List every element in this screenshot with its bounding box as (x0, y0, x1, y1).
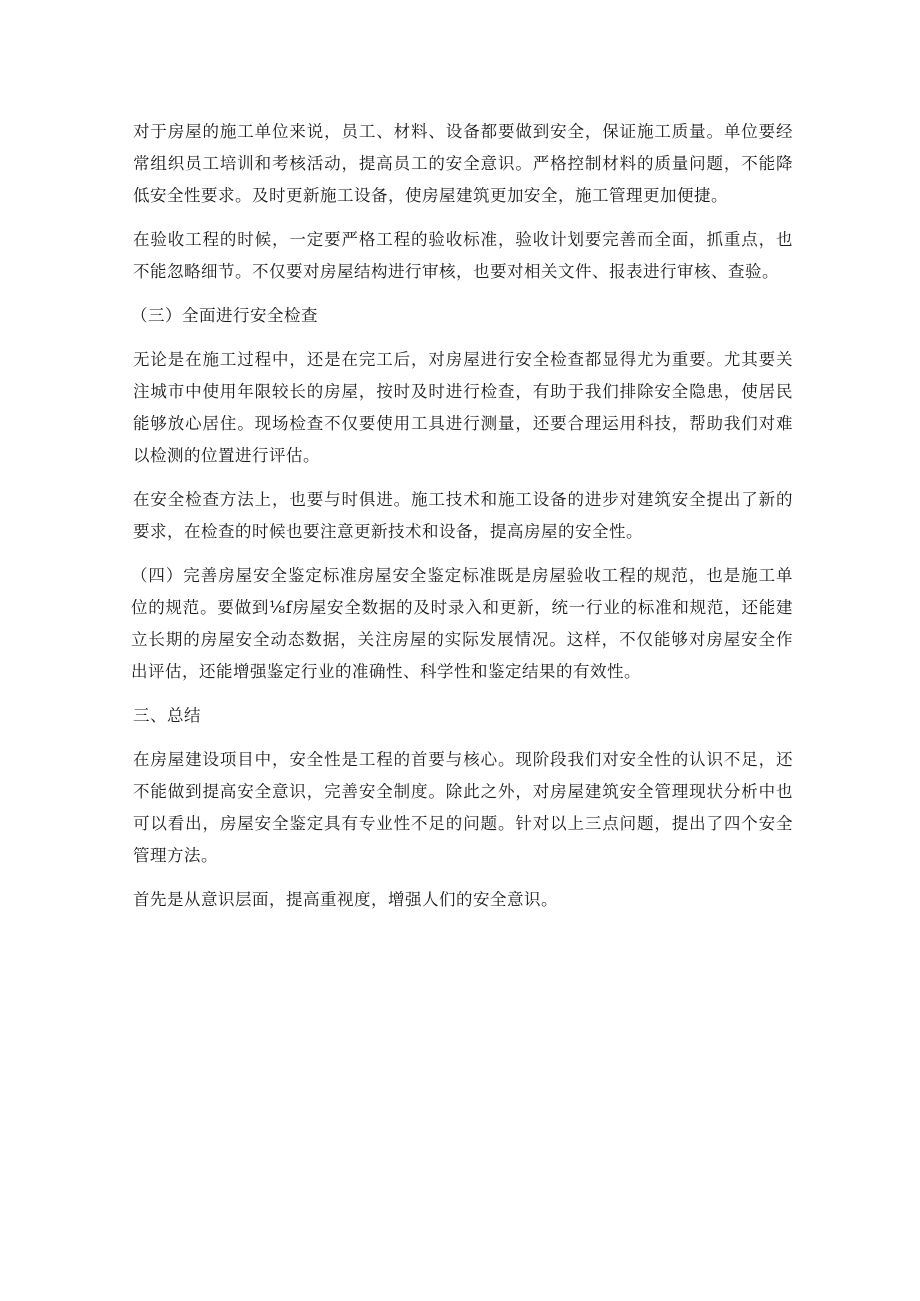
paragraph-construction-unit: 对于房屋的施工单位来说，员工、材料、设备都要做到安全，保证施工质量。单位要经常组织员工培训和考核活动，提高员工的安全意识。严格控制材料的质量问题，不能降低安全性要求。及时更新施工设备，使房屋建筑更加安全，施工管理更加便捷。 (133, 122, 793, 205)
section-heading-safety-inspection: （三）全面进行安全检查 (131, 306, 318, 325)
paragraph-inspection-methods: 在安全检查方法上，也要与时俱进。施工技术和施工设备的进步对建筑安全提出了新的要求，在检查的时候也要注意更新技术和设备，提高房屋的安全性。 (133, 490, 793, 541)
document-body (133, 116, 793, 928)
paragraph-summary: 在房屋建设项目中，安全性是工程的首要与核心。现阶段我们对安全性的认识不足，还不能做到提高安全意识，完善安全制度。除此之外，对房屋建筑安全管理现状分析中也可以看出，房屋安全鉴定具有专业性不足的问题。针对以上三点问题，提出了四个安全管理方法。 (133, 750, 793, 865)
paragraph-acceptance: 在验收工程的时候，一定要严格工程的验收标准，验收计划要完善而全面，抓重点，也不能忽略细节。不仅要对房屋结构进行审核，也要对相关文件、报表进行审核、查验。 (133, 230, 793, 281)
paragraph-first-point: 首先是从意识层面，提高重视度，增强人们的安全意识。 (133, 890, 558, 909)
paragraph-appraisal-standards: （四）完善房屋安全鉴定标准房屋安全鉴定标准既是房屋验收工程的规范，也是施工单位的规范。要做到⅛f房屋安全数据的及时录入和更新，统一行业的标准和规范，还能建立长期的房屋安全动态数据，关注房屋的实际发展情况。这样，不仅能够对房屋安全作出评估，还能增强鉴定行业的准确性、科学性和鉴定结果的有效性。 (131, 566, 793, 681)
section-heading-summary: 三、总结 (133, 706, 201, 725)
paragraph-inspection-importance: 无论是在施工过程中，还是在完工后，对房屋进行安全检查都显得尤为重要。尤其要关注城市中使用年限较长的房屋，按时及时进行检查，有助于我们排除安全隐患，使居民能够放心居住。现场检查不仅要使用工具进行测量，还要合理运用科技，帮助我们对难以检测的位置进行评估。 (133, 350, 793, 465)
